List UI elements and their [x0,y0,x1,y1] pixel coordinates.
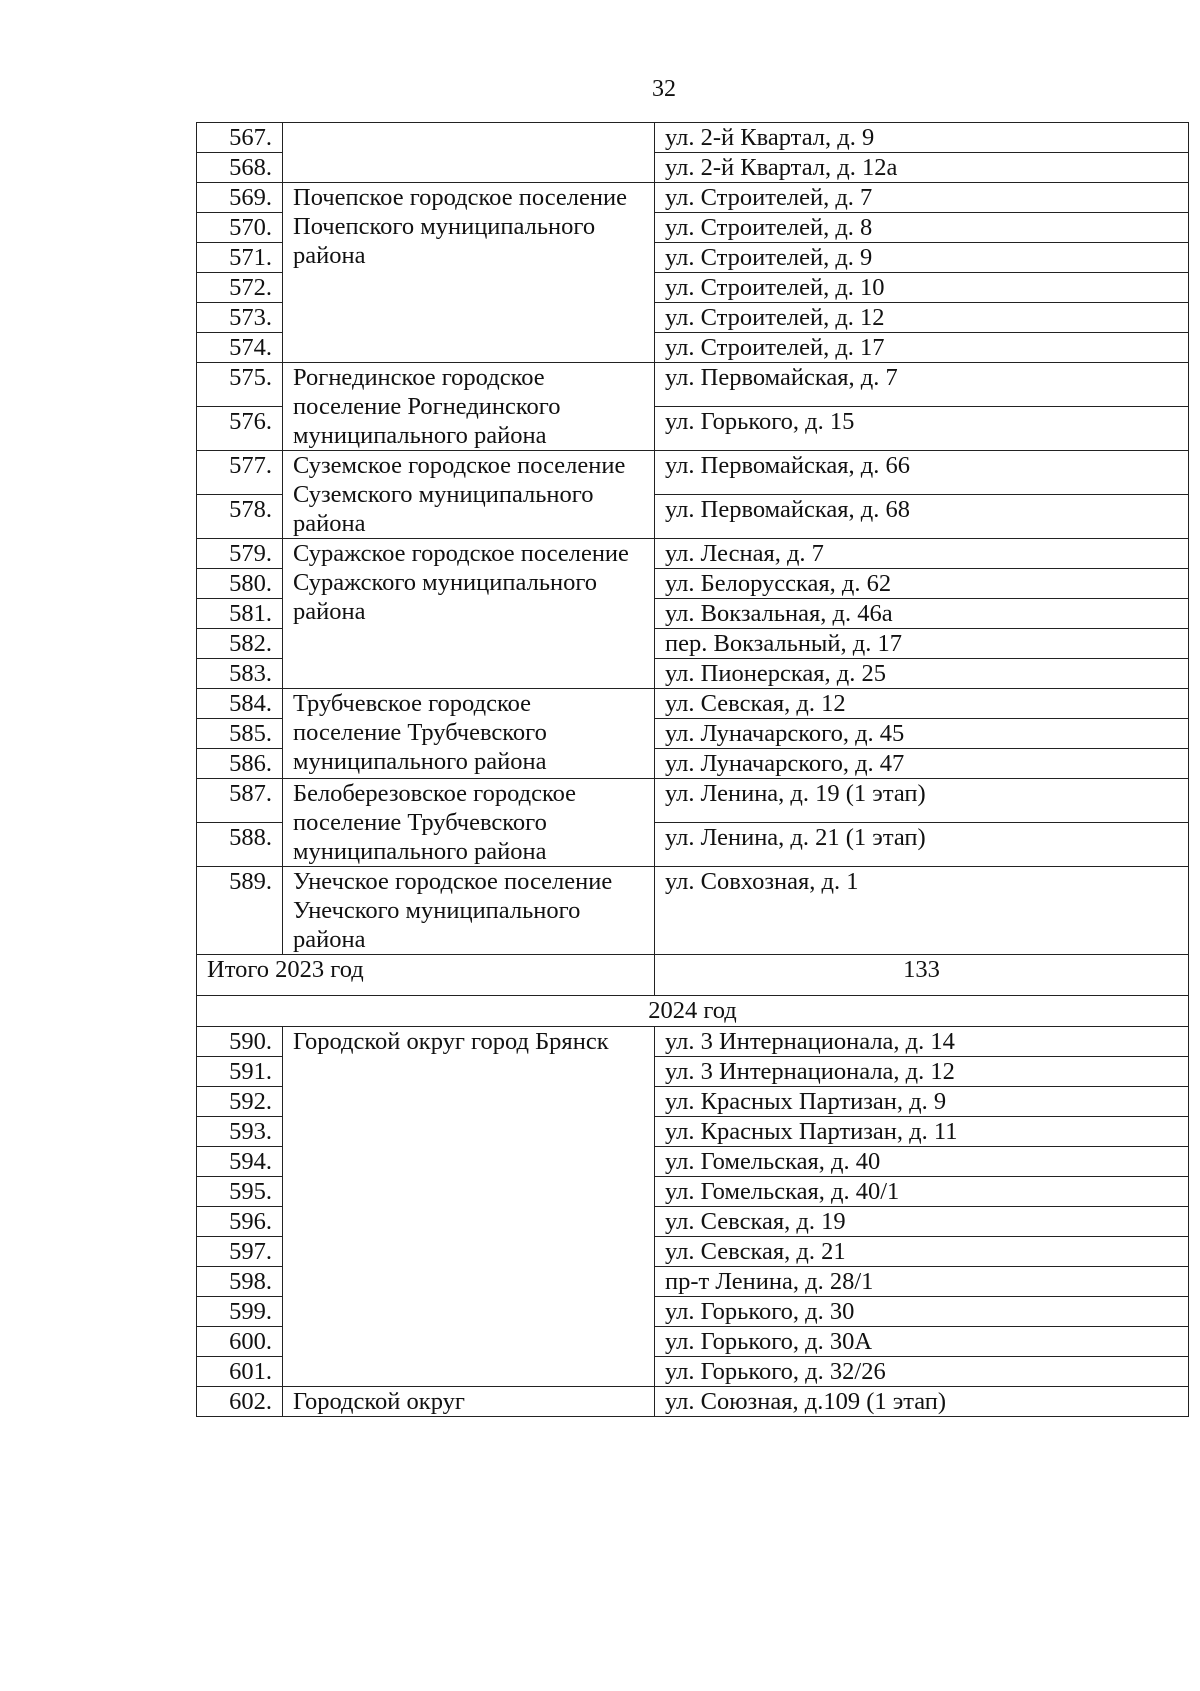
row-number: 580. [197,569,283,599]
page-number: 32 [652,76,676,102]
row-number: 567. [197,123,283,153]
table-row [197,451,1189,495]
municipality-cell: Унечское городское поселение Унечского муниципального района [283,867,655,955]
address-cell: пер. Вокзальный, д. 17 [655,629,1189,659]
row-number: 579. [197,539,283,569]
table-row [197,1027,1189,1057]
address-cell: ул. Ленина, д. 19 (1 этап) [655,779,1189,823]
table-row [197,689,1189,719]
row-number: 599. [197,1297,283,1327]
address-cell: ул. Севская, д. 19 [655,1207,1189,1237]
municipality-cell: Городской округ город Брянск [283,1027,655,1387]
year-header: 2024 год [197,996,1189,1027]
row-number: 590. [197,1027,283,1057]
table-row [197,183,1189,213]
address-cell: ул. Ленина, д. 21 (1 этап) [655,823,1189,867]
row-number: 591. [197,1057,283,1087]
housing-registry-table [196,122,1189,1417]
row-number: 601. [197,1357,283,1387]
address-cell: ул. Вокзальная, д. 46а [655,599,1189,629]
table-row [197,123,1189,153]
address-cell: ул. 2-й Квартал, д. 9 [655,123,1189,153]
address-cell: ул. Луначарского, д. 47 [655,749,1189,779]
address-cell: ул. Луначарского, д. 45 [655,719,1189,749]
row-number: 594. [197,1147,283,1177]
total-value: 133 [655,955,1189,996]
address-cell: ул. Белорусская, д. 62 [655,569,1189,599]
row-number: 583. [197,659,283,689]
municipality-cell: Суземское городское поселение Суземского муниципального района [283,451,655,539]
table-row [197,867,1189,955]
row-number: 569. [197,183,283,213]
row-number: 589. [197,867,283,955]
address-cell: ул. Строителей, д. 7 [655,183,1189,213]
row-number: 600. [197,1327,283,1357]
row-number: 576. [197,407,283,451]
address-cell: ул. Строителей, д. 9 [655,243,1189,273]
address-cell: ул. Первомайская, д. 68 [655,495,1189,539]
address-cell: ул. 2-й Квартал, д. 12а [655,153,1189,183]
year-header-row [197,996,1189,1027]
row-number: 570. [197,213,283,243]
municipality-cell: Рогнединское городское поселение Рогнединского муниципального района [283,363,655,451]
row-number: 582. [197,629,283,659]
row-number: 578. [197,495,283,539]
address-cell: ул. Строителей, д. 12 [655,303,1189,333]
address-cell: ул. Гомельская, д. 40/1 [655,1177,1189,1207]
row-number: 573. [197,303,283,333]
address-cell: ул. Гомельская, д. 40 [655,1147,1189,1177]
row-number: 597. [197,1237,283,1267]
address-cell: ул. Совхозная, д. 1 [655,867,1189,955]
address-cell: ул. Союзная, д.109 (1 этап) [655,1387,1189,1417]
row-number: 592. [197,1087,283,1117]
row-number: 596. [197,1207,283,1237]
address-cell: ул. Первомайская, д. 66 [655,451,1189,495]
row-number: 571. [197,243,283,273]
table-row [197,539,1189,569]
municipality-cell: Городской округ [283,1387,655,1417]
row-number: 575. [197,363,283,407]
row-number: 581. [197,599,283,629]
row-number: 574. [197,333,283,363]
address-cell: ул. Горького, д. 30А [655,1327,1189,1357]
address-cell: ул. Горького, д. 15 [655,407,1189,451]
address-cell: ул. Строителей, д. 10 [655,273,1189,303]
address-cell: ул. Горького, д. 30 [655,1297,1189,1327]
municipality-cell: Трубчевское городское поселение Трубчевского муниципального района [283,689,655,779]
address-cell: ул. Севская, д. 21 [655,1237,1189,1267]
address-cell: ул. Строителей, д. 8 [655,213,1189,243]
row-number: 598. [197,1267,283,1297]
table-row [197,779,1189,823]
total-label: Итого 2023 год [197,955,655,996]
row-number: 585. [197,719,283,749]
table-row [197,1387,1189,1417]
address-cell: ул. Лесная, д. 7 [655,539,1189,569]
table-row [197,363,1189,407]
address-cell: ул. Строителей, д. 17 [655,333,1189,363]
row-number: 588. [197,823,283,867]
row-number: 595. [197,1177,283,1207]
address-cell: ул. 3 Интернационала, д. 12 [655,1057,1189,1087]
row-number: 577. [197,451,283,495]
row-number: 587. [197,779,283,823]
address-cell: ул. Севская, д. 12 [655,689,1189,719]
row-number: 568. [197,153,283,183]
total-row [197,955,1189,996]
row-number: 586. [197,749,283,779]
row-number: 602. [197,1387,283,1417]
municipality-cell: Белоберезовское городское поселение Трубчевского муниципального района [283,779,655,867]
address-cell: ул. Пионерская, д. 25 [655,659,1189,689]
municipality-cell: Почепское городское поселение Почепского муниципального района [283,183,655,363]
address-cell: ул. Красных Партизан, д. 11 [655,1117,1189,1147]
address-cell: ул. Первомайская, д. 7 [655,363,1189,407]
address-cell: ул. Красных Партизан, д. 9 [655,1087,1189,1117]
municipality-cell: Суражское городское поселение Суражского муниципального района [283,539,655,689]
address-cell: ул. 3 Интернационала, д. 14 [655,1027,1189,1057]
address-cell: ул. Горького, д. 32/26 [655,1357,1189,1387]
row-number: 593. [197,1117,283,1147]
row-number: 572. [197,273,283,303]
address-cell: пр-т Ленина, д. 28/1 [655,1267,1189,1297]
row-number: 584. [197,689,283,719]
municipality-cell [283,123,655,183]
